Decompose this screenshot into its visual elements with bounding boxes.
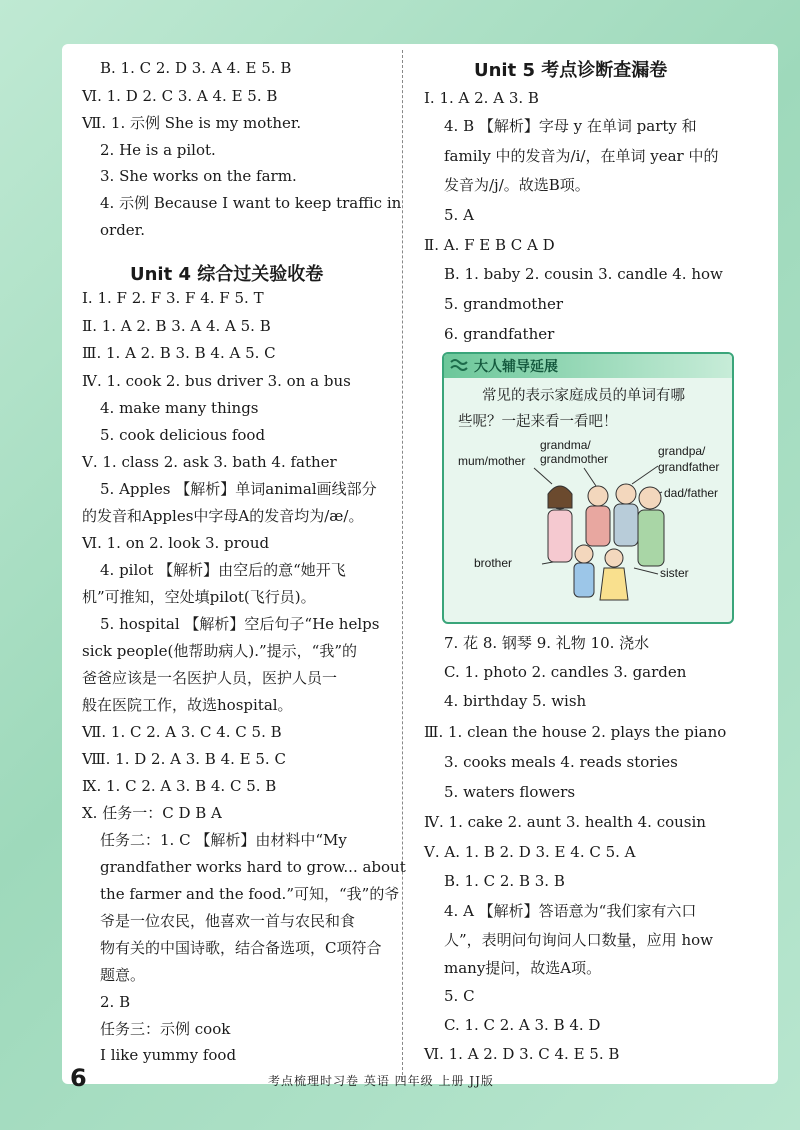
answer-line: 物有关的中国诗歌，结合备选项，C项符合: [100, 939, 382, 957]
answer-line: 4. B 【解析】字母 y 在单词 party 和: [444, 117, 697, 135]
answer-line: 2. B: [100, 993, 131, 1011]
page-number: 6: [70, 1064, 87, 1092]
answer-line: 5. grandmother: [444, 295, 564, 313]
answer-line: the farmer and the food.”可知，“我”的爷: [100, 885, 400, 903]
dad-figure: [638, 487, 664, 566]
sister-figure: [600, 549, 628, 600]
answer-line: 4. A 【解析】答语意为“我们家有六口: [444, 902, 697, 920]
unit5-title: Unit 5 考点诊断查漏卷: [474, 60, 668, 81]
label-grandpa: grandfather: [658, 460, 720, 474]
wave-icon: [450, 358, 468, 372]
answer-line: 任务二：1. C 【解析】由材料中“My: [100, 831, 347, 849]
label-grandma: grandma/: [540, 438, 591, 452]
answer-line: 爸爸应该是一名医护人员，医护人员一: [82, 669, 338, 687]
answer-line: Ⅵ. 1. A 2. D 3. C 4. E 5. B: [424, 1045, 620, 1063]
answer-line: 5. A: [444, 206, 474, 224]
grandma-figure: [586, 486, 610, 546]
answer-line: Ⅱ. 1. A 2. B 3. A 4. A 5. B: [82, 317, 271, 335]
answer-line: 4. birthday 5. wish: [444, 692, 587, 710]
answer-line: B. 1. C 2. B 3. B: [444, 872, 565, 890]
answer-line: Ⅶ. 1. 示例 She is my mother.: [82, 114, 302, 132]
answer-line: B. 1. baby 2. cousin 3. candle 4. how: [444, 265, 723, 283]
parent-guide-text: 常见的表示家庭成员的单词有哪: [482, 388, 685, 404]
answer-line: Ⅵ. 1. D 2. C 3. A 4. E 5. B: [82, 87, 278, 105]
parent-guide-header: [444, 354, 732, 378]
answer-line: 4. 示例 Because I want to keep traffic in: [100, 194, 402, 212]
answer-line: Ⅸ. 1. C 2. A 3. B 4. C 5. B: [82, 777, 277, 795]
answer-line: 3. cooks meals 4. reads stories: [444, 753, 678, 771]
answer-line: 5. waters flowers: [444, 783, 576, 801]
brother-figure: [574, 545, 594, 597]
answer-line: sick people(他帮助病人).”提示，“我”的: [82, 642, 358, 660]
column-divider: [402, 50, 403, 1080]
answer-line: 般在医院工作，故选hospital。: [82, 696, 293, 714]
answer-line: 7. 花 8. 钢琴 9. 礼物 10. 浇水: [444, 634, 650, 652]
answer-line: 人”，表明问句询问人口数量，应用 how: [444, 931, 713, 949]
answer-line: grandfather works hard to grow... about: [100, 858, 406, 876]
answer-line: 机”可推知，空处填pilot(飞行员)。: [82, 588, 316, 606]
answer-line: Ⅴ. A. 1. B 2. D 3. E 4. C 5. A: [424, 843, 636, 861]
label-brother: brother: [474, 556, 513, 570]
label-mum: mum/mother: [458, 454, 526, 468]
answer-line: Ⅹ. 任务一：C D B A: [82, 804, 222, 822]
answer-line: B. 1. C 2. D 3. A 4. E 5. B: [100, 59, 292, 77]
answer-line: Ⅲ. 1. clean the house 2. plays the piano: [424, 723, 727, 741]
label-dad: dad/father: [664, 486, 719, 500]
label-grandma: grandmother: [540, 452, 609, 466]
answer-line: many提问，故选A项。: [444, 959, 602, 977]
answer-line: Ⅲ. 1. A 2. B 3. B 4. A 5. C: [82, 344, 276, 362]
answer-line: 的发音和Apples中字母A的发音均为/æ/。: [82, 507, 364, 525]
answer-line: 5. cook delicious food: [100, 426, 266, 444]
parent-guide-title: 大人辅导延展: [474, 359, 558, 375]
mum-figure: [548, 486, 572, 562]
answer-line: Ⅷ. 1. D 2. A 3. B 4. E 5. C: [82, 750, 286, 768]
answer-line: 发音为/j/。故选B项。: [444, 176, 590, 194]
label-sister: sister: [660, 566, 689, 580]
answer-line: 题意。: [100, 966, 146, 984]
answer-line: 爷是一位农民，他喜欢一首与农民和食: [100, 912, 356, 930]
answer-line: Ⅳ. 1. cake 2. aunt 3. health 4. cousin: [424, 813, 706, 831]
answer-line: I like yummy food: [100, 1046, 237, 1064]
answer-line: Ⅴ. 1. class 2. ask 3. bath 4. father: [82, 453, 337, 471]
answer-line: 4. pilot 【解析】由空后的意“她开飞: [100, 561, 346, 579]
family-illustration: [504, 464, 674, 614]
answer-line: 5. hospital 【解析】空后句子“He helps: [100, 615, 380, 633]
unit4-title: Unit 4 综合过关验收卷: [130, 264, 324, 285]
parent-guide-text: 些呢？一起来看一看吧！: [458, 414, 618, 430]
answer-line: Ⅰ. 1. A 2. A 3. B: [424, 89, 539, 107]
answer-line: C. 1. C 2. A 3. B 4. D: [444, 1016, 601, 1034]
answer-line: family 中的发音为/i/，在单词 year 中的: [444, 147, 719, 165]
answer-line: Ⅳ. 1. cook 2. bus driver 3. on a bus: [82, 372, 351, 390]
answer-line: 2. He is a pilot.: [100, 141, 216, 159]
answer-line: 5. C: [444, 987, 475, 1005]
answer-line: Ⅵ. 1. on 2. look 3. proud: [82, 534, 270, 552]
parent-guide-box: [442, 352, 734, 624]
answer-line: 3. She works on the farm.: [100, 167, 297, 185]
answer-line: order.: [100, 221, 145, 239]
answer-line: 6. grandfather: [444, 325, 555, 343]
answer-line: Ⅶ. 1. C 2. A 3. C 4. C 5. B: [82, 723, 282, 741]
answer-line: 5. Apples 【解析】单词animal画线部分: [100, 480, 377, 498]
answer-line: Ⅰ. 1. F 2. F 3. F 4. F 5. T: [82, 289, 264, 307]
footer-text: 考点梳理时习卷 英语 四年级 上册 JJ版: [268, 1074, 494, 1088]
grandpa-figure: [614, 484, 638, 546]
answer-line: 任务三：示例 cook: [100, 1020, 231, 1038]
answer-line: Ⅱ. A. F E B C A D: [424, 236, 555, 254]
answer-line: 4. make many things: [100, 399, 259, 417]
answer-line: C. 1. photo 2. candles 3. garden: [444, 663, 687, 681]
label-grandpa: grandpa/: [658, 444, 706, 458]
